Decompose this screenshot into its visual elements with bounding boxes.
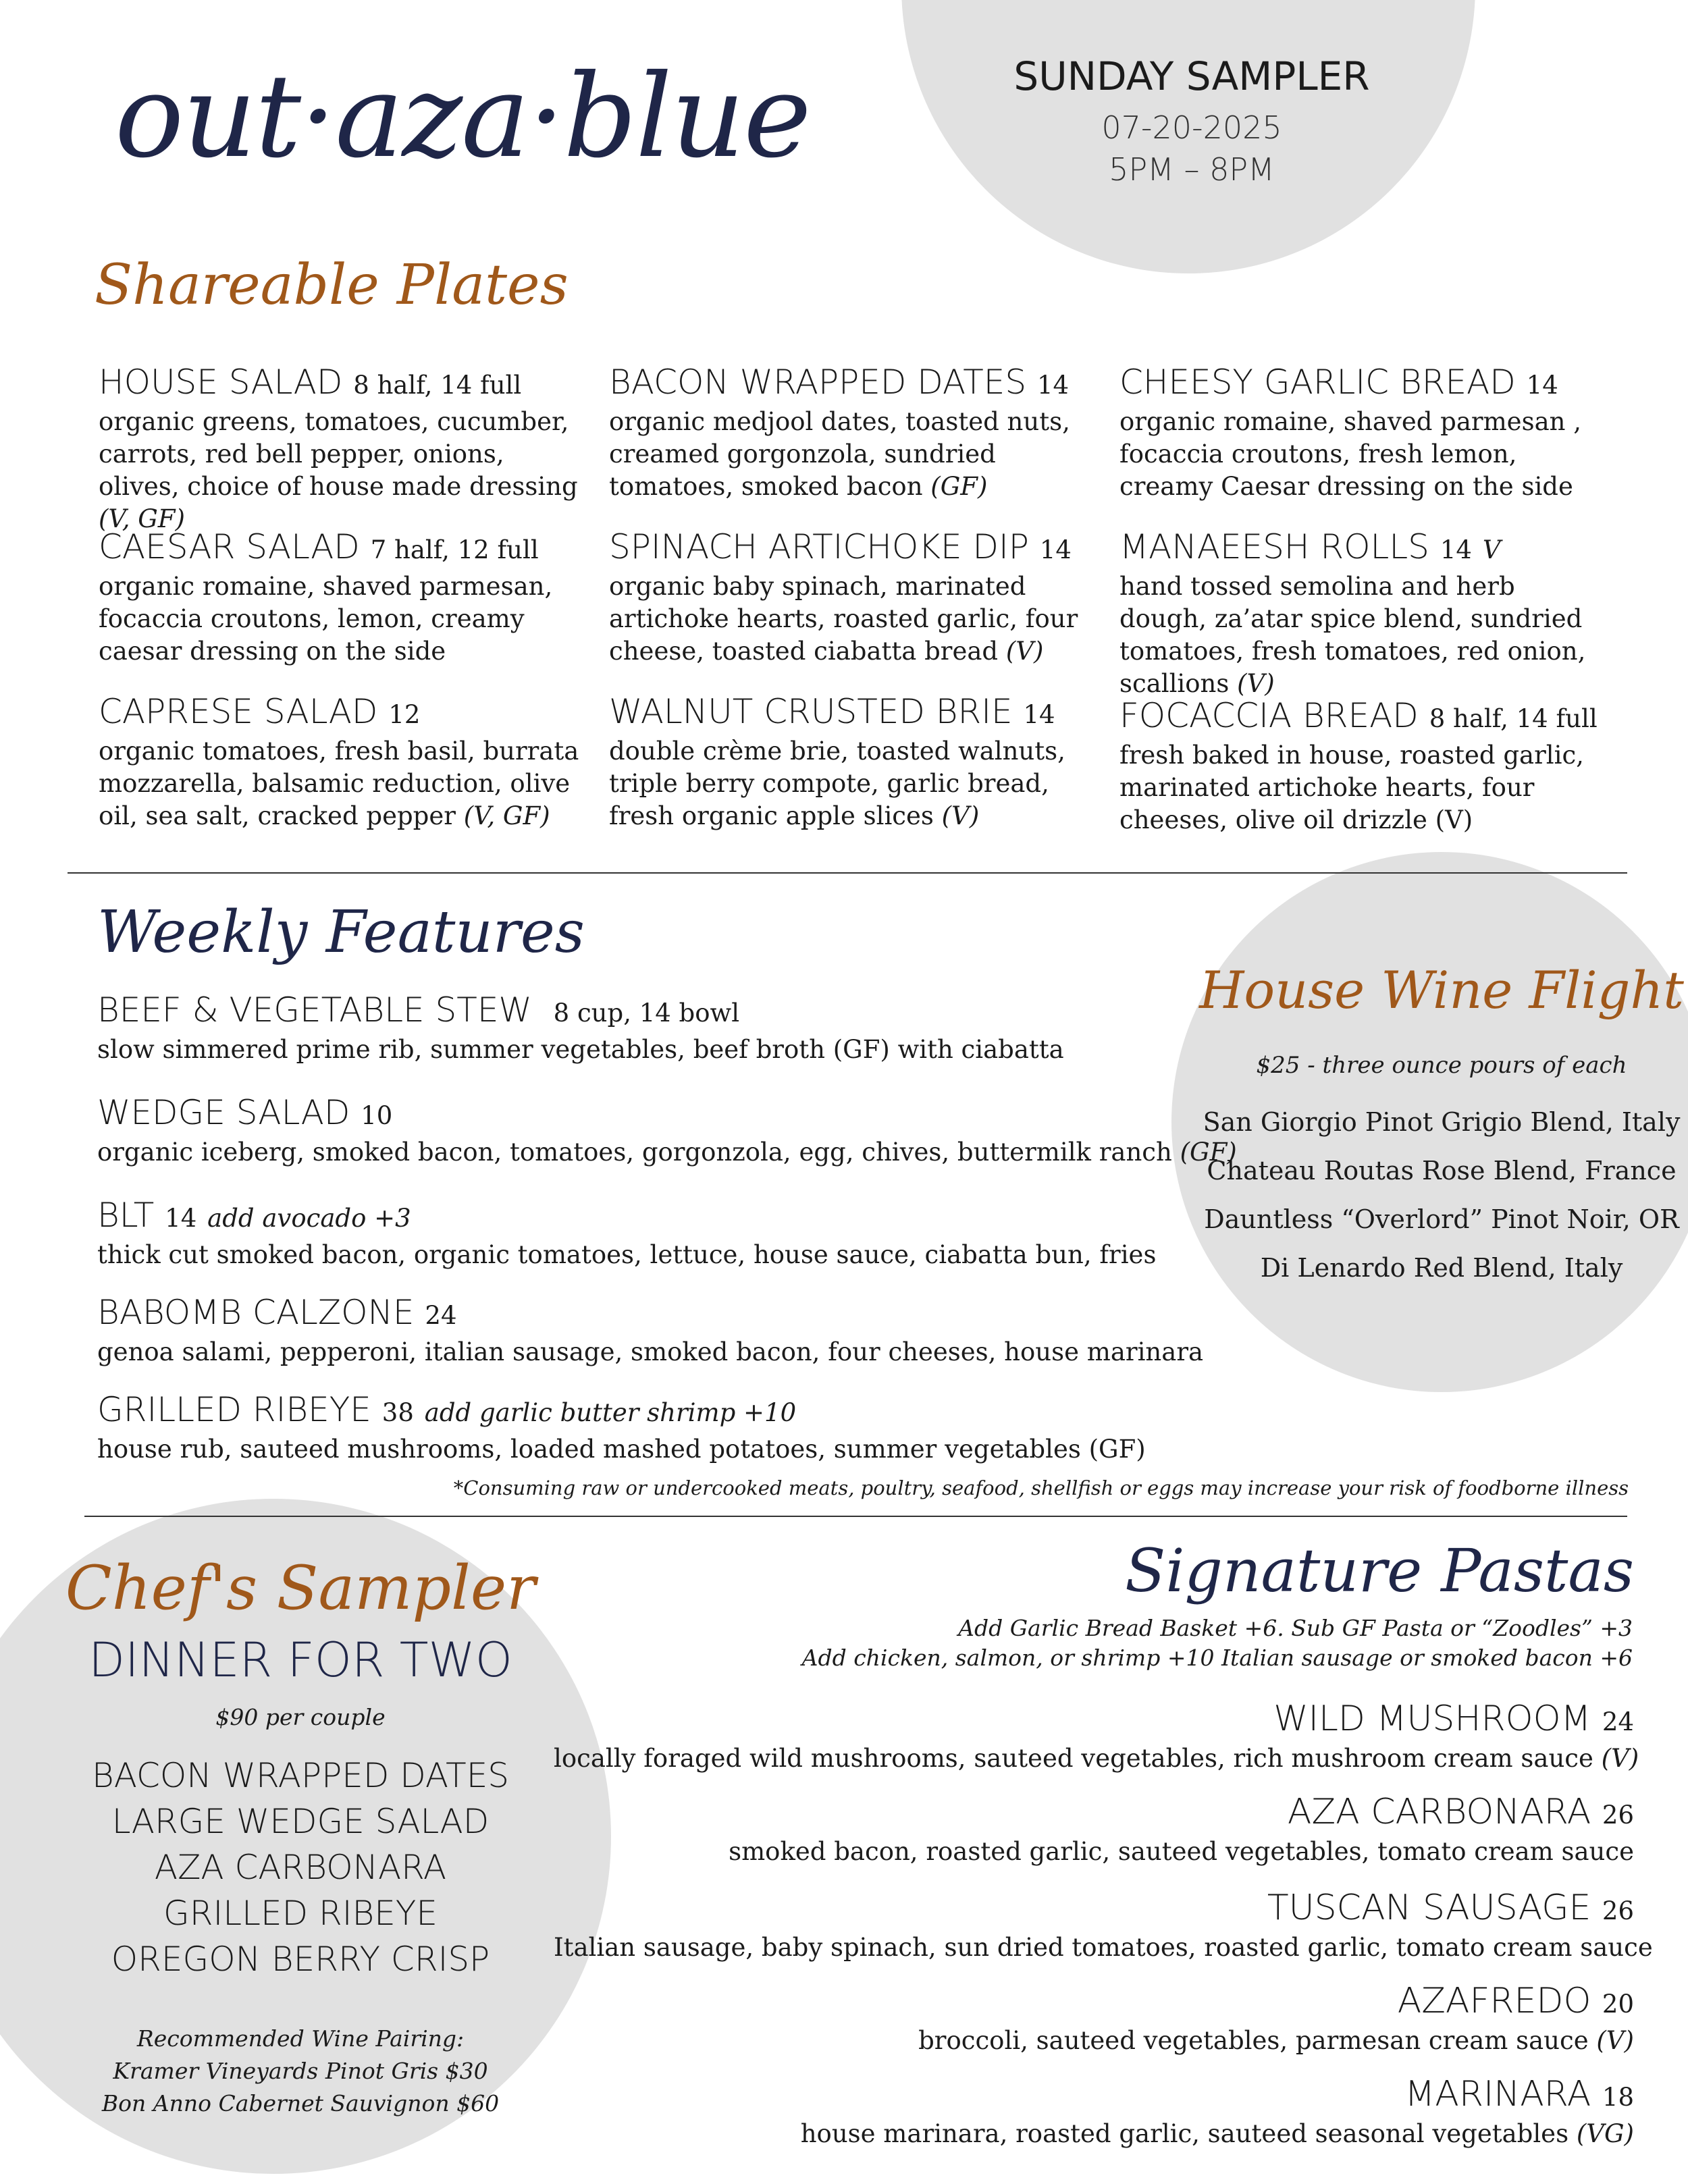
item-description: thick cut smoked bacon, organic tomatoes, lettuce, house sauce, ciabatta bun, fries (97, 1240, 1157, 1269)
item-price: 14 (1440, 535, 1472, 564)
item-addon: add avocado +3 (207, 1204, 411, 1233)
item-price: 10 (361, 1101, 393, 1130)
diet-tag: (V) (1596, 2026, 1634, 2055)
course-item: LARGE WEDGE SALAD (111, 1802, 490, 1841)
item-description: organic romaine, shaved parmesan, focaccia croutons, lemon, creamy caesar dressing on the side (99, 572, 553, 666)
menu-item (1119, 362, 1606, 503)
chefs-sampler-heading: Chef's Sampler (65, 1553, 536, 1624)
item-description: organic romaine, shaved parmesan , focaccia croutons, fresh lemon, creamy Caesar dressing on the side (1119, 407, 1581, 501)
item-description: hand tossed semolina and herb dough, za’atar spice blend, sundried tomatoes, fresh tomatoes, red onion, scallions (1119, 572, 1586, 698)
item-description: locally foraged wild mushrooms, sauteed vegetables, rich mushroom cream sauce (554, 1744, 1593, 1773)
course-list (27, 1753, 574, 1982)
pairing-item: Kramer Vineyards Pinot Gris $30 (113, 2058, 488, 2084)
wine-item: Di Lenardo Red Blend, Italy (1260, 1253, 1623, 1283)
course-item: BACON WRAPPED DATES (91, 1756, 510, 1795)
item-name: TUSCAN SAUSAGE (1267, 1888, 1591, 1928)
item-price: 26 (1602, 1896, 1634, 1925)
item-price: 14 (1023, 700, 1055, 729)
item-price: 26 (1602, 1801, 1634, 1830)
item-name: CHEESY GARLIC BREAD (1119, 363, 1516, 402)
item-description: Italian sausage, baby spinach, sun dried tomatoes, roasted garlic, tomato cream sauce (554, 1933, 1653, 1962)
item-addon: add garlic butter shrimp +10 (424, 1398, 797, 1427)
pasta-addons (687, 1614, 1633, 1673)
item-description: broccoli, sauteed vegetables, parmesan cream sauce (918, 2026, 1589, 2055)
item-price: 7 half, 12 full (370, 535, 539, 564)
dinner-for-two-title: DINNER FOR TWO (88, 1632, 512, 1688)
item-price: 38 (381, 1398, 414, 1427)
item-price: 20 (1602, 1990, 1634, 2019)
item-name: SPINACH ARTICHOKE DIP (609, 527, 1029, 566)
item-description: house rub, sauteed mushrooms, loaded mashed potatoes, summer vegetables (GF) (97, 1435, 1146, 1464)
item-price: 14 (1037, 371, 1070, 400)
sampler-price: $90 per couple (215, 1704, 386, 1730)
event-time: 5PM – 8PM (1109, 151, 1275, 188)
item-name: AZAFREDO (1397, 1981, 1591, 2021)
diet-tag: (V) (1237, 669, 1275, 698)
diet-tag: (GF) (930, 472, 988, 501)
section-divider (68, 872, 1627, 874)
feature-item (97, 1092, 1237, 1169)
feature-item (97, 1292, 1211, 1368)
shareable-heading: Shareable Plates (95, 253, 569, 317)
item-description: smoked bacon, roasted garlic, sauteed vegetables, tomato cream sauce (729, 1837, 1634, 1866)
item-name: CAESAR SALAD (99, 527, 360, 566)
pairing-item: Bon Anno Cabernet Sauvignon $60 (101, 2090, 500, 2116)
item-name: WALNUT CRUSTED BRIE (609, 692, 1013, 731)
menu-item (609, 691, 1095, 832)
item-price: 8 half, 14 full (1429, 704, 1598, 733)
item-description: house marinara, roasted garlic, sauteed seasonal vegetables (800, 2119, 1569, 2148)
item-description: double crème brie, toasted walnuts, triple berry compote, garlic bread, fresh organic apple slices (609, 737, 1065, 830)
item-name: BABOMB CALZONE (97, 1293, 415, 1332)
wine-pairing (27, 2023, 574, 2120)
addon-line: Add Garlic Bread Basket +6. Sub GF Pasta or “Zoodles” +3 (958, 1615, 1633, 1641)
item-name: HOUSE SALAD (99, 363, 343, 402)
course-item: GRILLED RIBEYE (163, 1894, 438, 1933)
menu-item (99, 691, 585, 832)
pasta-item (554, 1888, 1653, 1964)
wine-flight-price: $25 - three ounce pours of each (1256, 1052, 1627, 1079)
pairing-label: Recommended Wine Pairing: (136, 2025, 465, 2052)
item-description: organic tomatoes, fresh basil, burrata mozzarella, balsamic reduction, olive oil, sea salt, cracked pepper (99, 737, 579, 830)
pasta-item (554, 1699, 1639, 1775)
course-item: AZA CARBONARA (154, 1848, 447, 1887)
item-description: genoa salami, pepperoni, italian sausage, smoked bacon, four cheeses, house marinara (97, 1337, 1204, 1366)
section-divider (84, 1516, 1627, 1517)
item-price: 24 (425, 1301, 457, 1330)
wine-item: Chateau Routas Rose Blend, France (1207, 1156, 1677, 1186)
item-price: 14 (165, 1204, 197, 1233)
chefs-sampler-block (27, 1551, 574, 2120)
menu-item (99, 527, 585, 668)
diet-tag: (V, GF) (463, 801, 550, 830)
wine-flight-heading: House Wine Flight (1199, 960, 1684, 1020)
item-name: AZA CARBONARA (1287, 1792, 1591, 1832)
item-price: 24 (1602, 1707, 1634, 1736)
item-price: 14 (1039, 535, 1072, 564)
item-name: WEDGE SALAD (97, 1093, 350, 1132)
item-name: BLT (97, 1196, 155, 1235)
pastas-heading: Signature Pastas (1125, 1536, 1634, 1605)
item-price: 8 cup, 14 bowl (553, 998, 740, 1028)
item-name: GRILLED RIBEYE (97, 1390, 371, 1429)
menu-item (609, 362, 1095, 503)
item-name: FOCACCIA BREAD (1119, 696, 1419, 735)
feature-item (97, 1195, 1211, 1271)
item-name: MANAEESH ROLLS (1119, 527, 1429, 566)
wine-item: San Giorgio Pinot Grigio Blend, Italy (1203, 1107, 1681, 1137)
event-date: 07-20-2025 (1101, 109, 1282, 146)
addon-line: Add chicken, salmon, or shrimp +10 Italian sausage or smoked bacon +6 (801, 1645, 1633, 1671)
item-price: 14 (1526, 371, 1558, 400)
item-name: BEEF & VEGETABLE STEW (97, 990, 532, 1030)
pasta-item (554, 1981, 1634, 2057)
menu-item (1119, 527, 1606, 700)
wine-flight-block (1175, 953, 1688, 1292)
wine-item: Dauntless “Overlord” Pinot Noir, OR (1204, 1204, 1679, 1234)
item-description: organic iceberg, smoked bacon, tomatoes, gorgonzola, egg, chives, buttermilk ranch (97, 1138, 1172, 1167)
diet-tag: (V) (1601, 1744, 1639, 1773)
item-description: slow simmered prime rib, summer vegetables, beef broth (GF) with ciabatta (97, 1035, 1064, 1064)
item-name: MARINARA (1404, 2074, 1591, 2114)
item-name: BACON WRAPPED DATES (609, 363, 1027, 402)
weekly-heading: Weekly Features (97, 899, 585, 966)
item-description: organic greens, tomatoes, cucumber, carrots, red bell pepper, onions, olives, choice of house made dressing (99, 407, 578, 501)
diet-tag: (V) (1005, 637, 1044, 666)
item-price: 18 (1602, 2083, 1634, 2112)
pasta-item (554, 1792, 1634, 1868)
feature-item (97, 1389, 1211, 1466)
item-name: WILD MUSHROOM (1273, 1699, 1591, 1739)
diet-tag: (V) (941, 801, 980, 830)
menu-item (99, 362, 585, 535)
item-description: fresh baked in house, roasted garlic, marinated artichoke hearts, four cheeses, olive oil drizzle (V) (1119, 741, 1584, 834)
event-block (945, 53, 1438, 190)
item-description: organic medjool dates, toasted nuts, creamed gorgonzola, sundried tomatoes, smoked bacon (609, 407, 1070, 501)
brand-logo: out·aza·blue (115, 50, 810, 184)
item-description: organic baby spinach, marinated artichoke hearts, roasted garlic, four cheese, toasted ciabatta bread (609, 572, 1078, 666)
item-price: 8 half, 14 full (353, 371, 522, 400)
diet-tag: (V, GF) (99, 504, 185, 533)
diet-tag: (GF) (1180, 1138, 1237, 1167)
menu-item (609, 527, 1095, 668)
item-name: CAPRESE SALAD (99, 692, 378, 731)
diet-tag: (VG) (1576, 2119, 1634, 2148)
feature-item (97, 990, 1211, 1066)
event-title: SUNDAY SAMPLER (1013, 53, 1370, 99)
wine-list (1175, 1098, 1688, 1292)
foodborne-disclaimer: *Consuming raw or undercooked meats, poultry, seafood, shellfish or eggs may increase your risk of foodborne illness (453, 1476, 1629, 1499)
item-price: 12 (388, 700, 421, 729)
diet-tag: V (1482, 535, 1501, 564)
course-item: OREGON BERRY CRISP (111, 1940, 490, 1979)
pasta-item (554, 2074, 1634, 2150)
menu-item (1119, 695, 1606, 836)
